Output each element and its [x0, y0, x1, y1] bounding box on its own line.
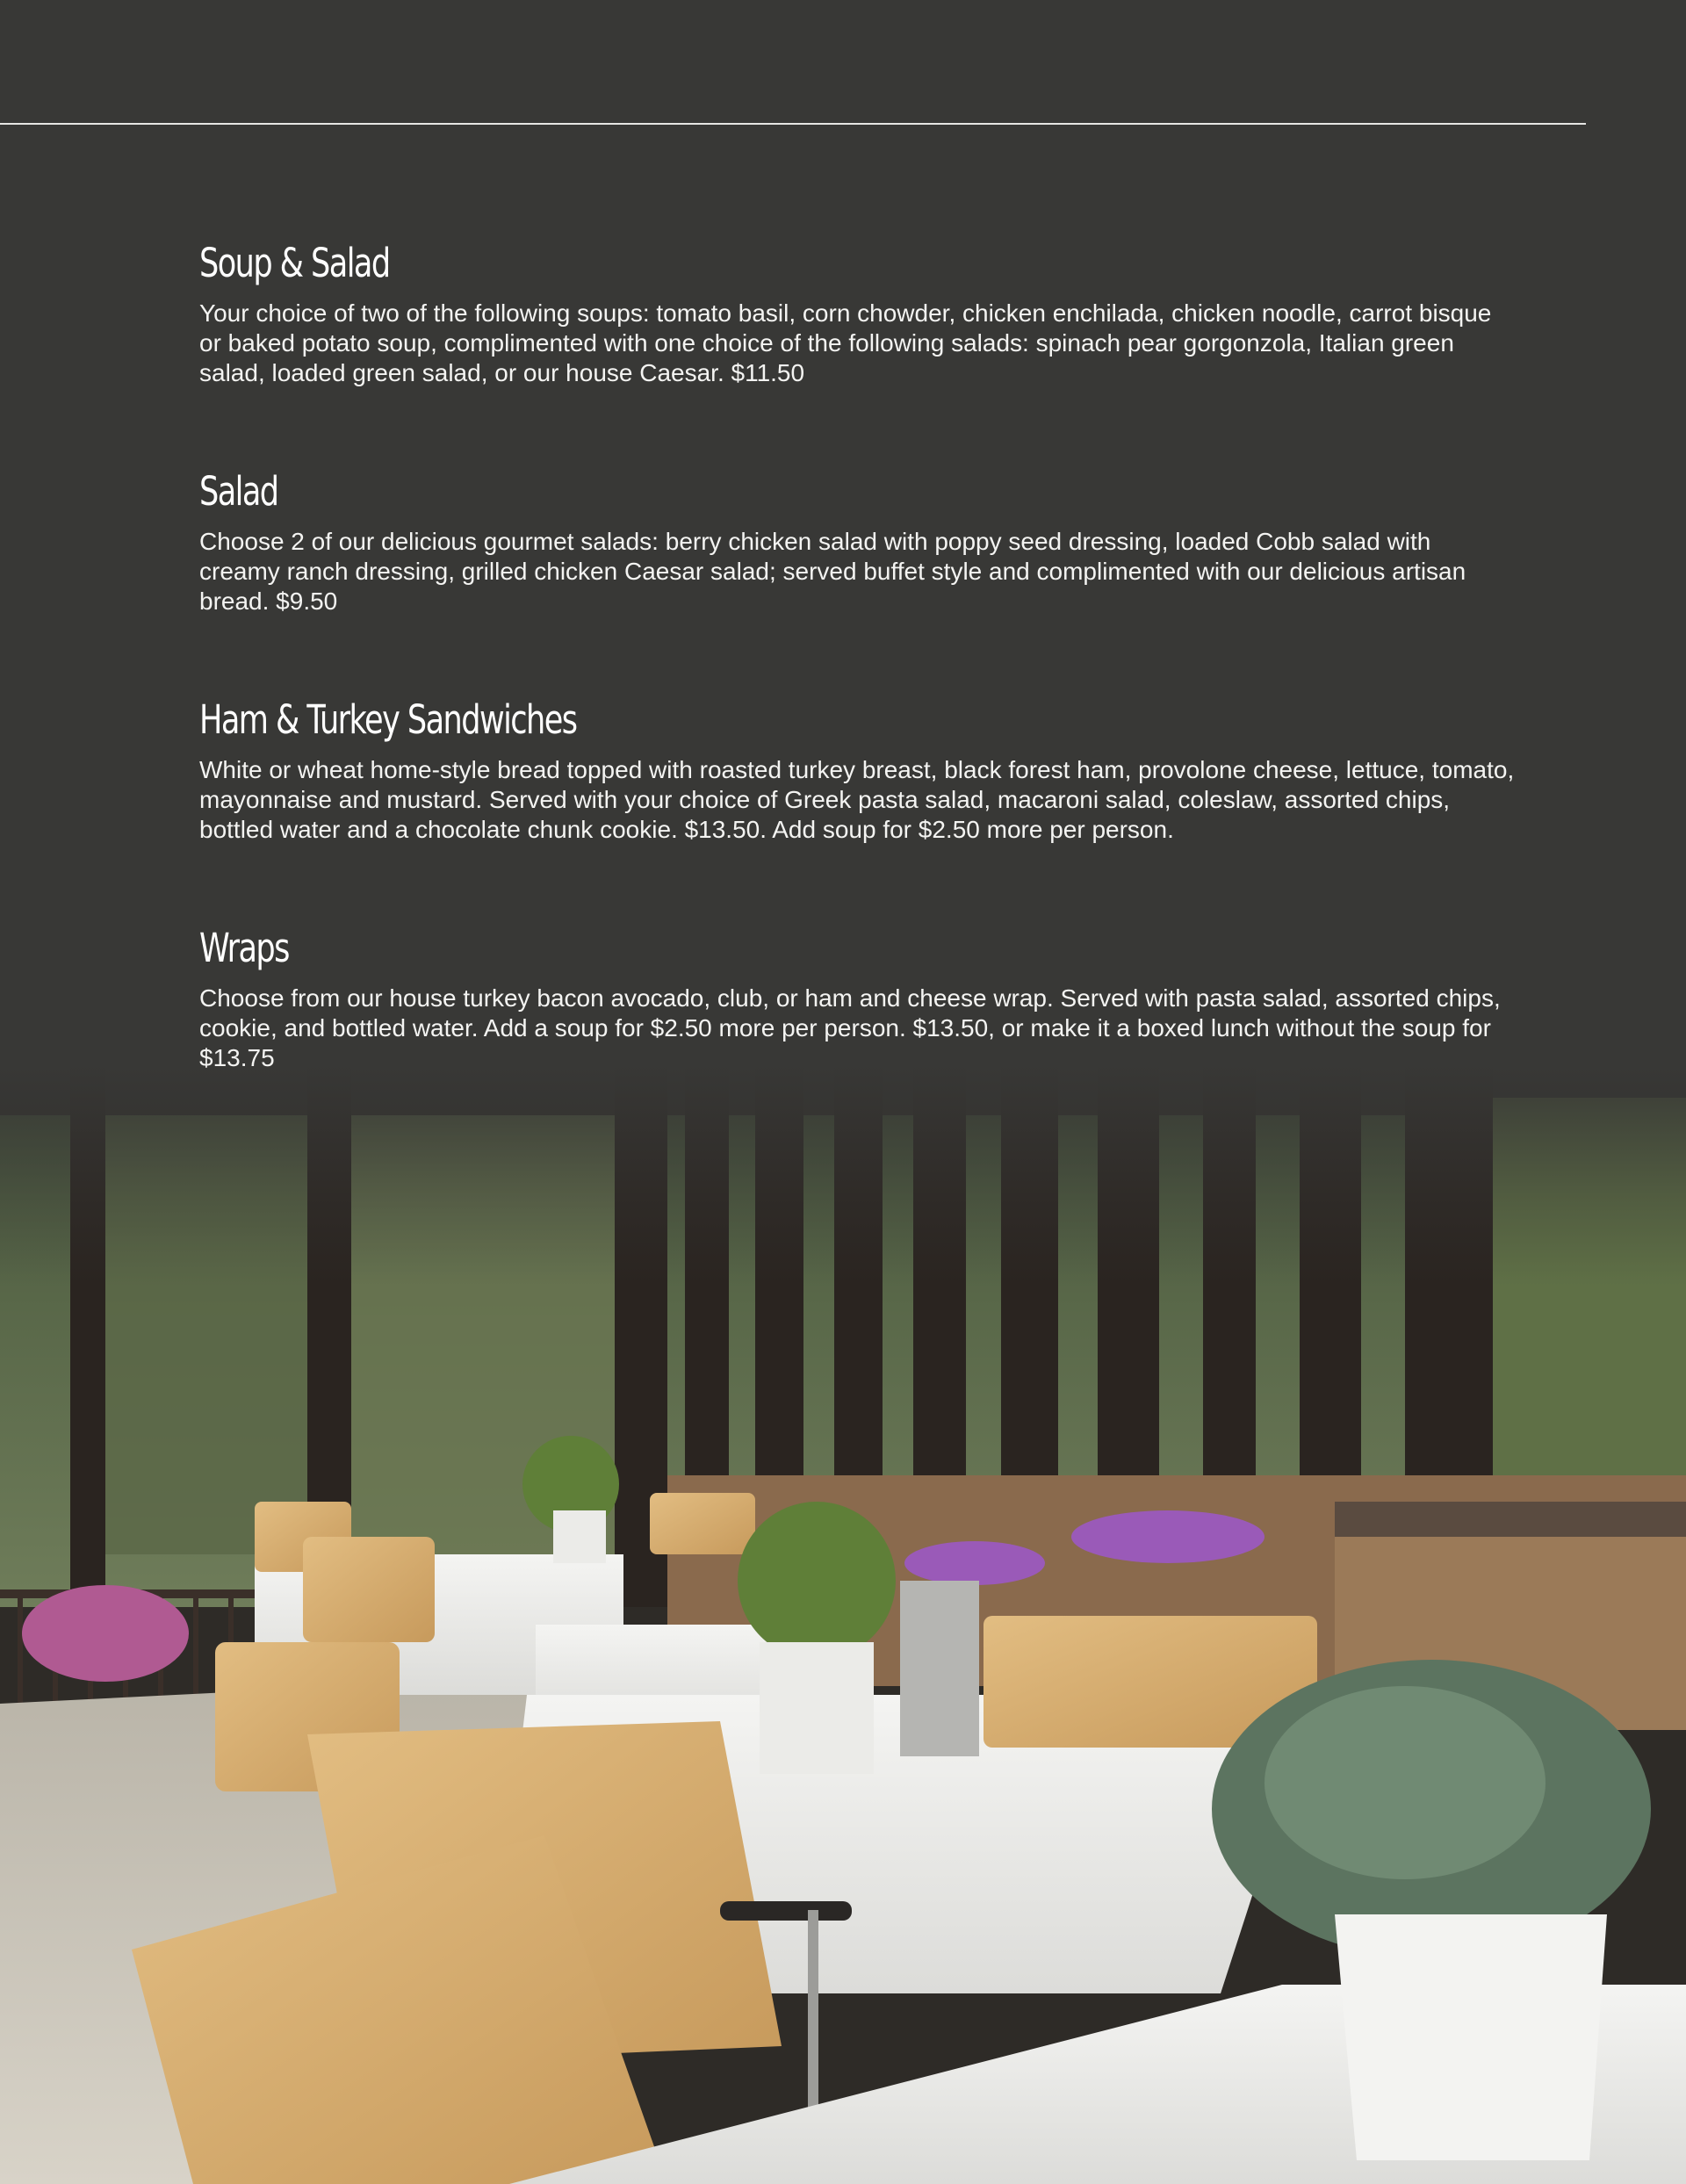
top-divider-line [0, 123, 1586, 125]
menu-section-wraps [199, 922, 1517, 1073]
section-title: Salad [199, 468, 278, 515]
section-description: Your choice of two of the following soups: tomato basil, corn chowder, chicken enchilada, chicken noodle, carrot bisque or baked potato soup, complimented with one choice of the following salads: spinach pear gorgonzola, Italian green salad, loaded green salad, or our house Caesar. $11.50 [199, 299, 1492, 386]
section-title: Soup & Salad [199, 240, 390, 286]
menu-section-ham-turkey-sandwiches [199, 694, 1517, 845]
menu-section-salad [199, 465, 1517, 616]
patio-dining-photo [0, 1063, 1686, 2184]
section-description: Choose 2 of our delicious gourmet salads: berry chicken salad with poppy seed dressing, loaded Cobb salad with creamy ranch dressing, grilled chicken Caesar salad; served buffet style and complimented with our delicious artisan bread. $9.50 [199, 528, 1466, 615]
section-title: Ham & Turkey Sandwiches [199, 696, 577, 743]
section-description: Choose from our house turkey bacon avocado, club, or ham and cheese wrap. Served with pasta salad, assorted chips, cookie, and bottled water. Add a soup for $2.50 more per person. $13.50, or make it a boxed lunch without the soup for $13.75 [199, 984, 1501, 1071]
menu-list [199, 237, 1517, 1150]
menu-section-soup-salad [199, 237, 1517, 388]
section-description: White or wheat home-style bread topped with roasted turkey breast, black forest ham, provolone cheese, lettuce, tomato, mayonnaise and mustard. Served with your choice of Greek pasta salad, macaroni salad, coleslaw, assorted chips, bottled water and a chocolate chunk cookie. $13.50. Add soup for $2.50 more per person. [199, 756, 1515, 843]
section-title: Wraps [199, 925, 289, 971]
